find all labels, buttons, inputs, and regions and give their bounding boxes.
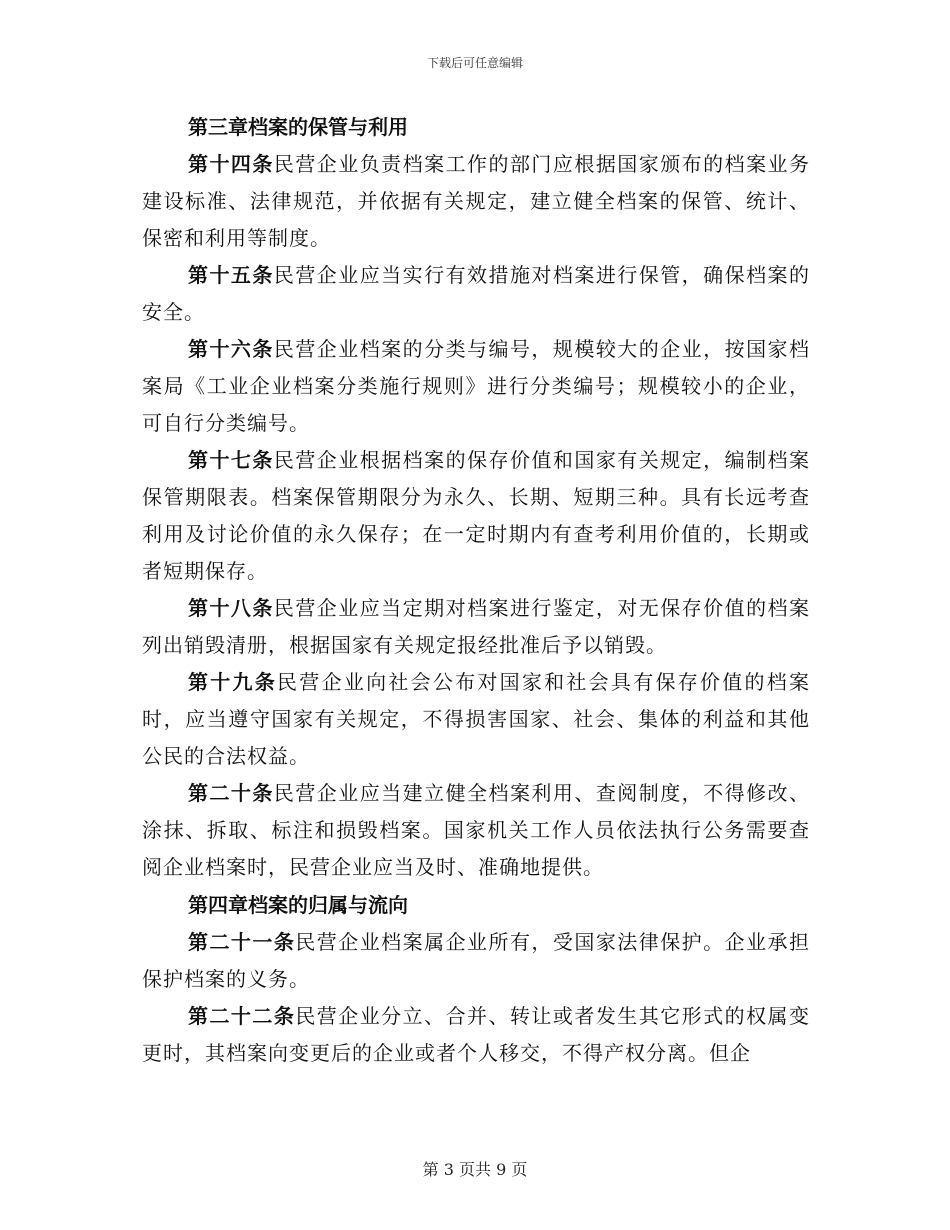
- article-19: [142, 664, 810, 775]
- chapter-heading: 第四章档案的归属与流向: [188, 893, 408, 917]
- document-body: [142, 108, 810, 1072]
- article-20: [142, 775, 810, 886]
- article-label: 第十七条: [188, 448, 274, 472]
- article-label: 第二十一条: [188, 930, 296, 954]
- chapter-heading: 第三章档案的保管与利用: [188, 115, 408, 139]
- article-label: 第二十条: [188, 781, 274, 805]
- article-label: 第十六条: [188, 337, 274, 361]
- article-14: [142, 146, 810, 257]
- article-label: 第十八条: [188, 596, 274, 620]
- article-18: [142, 590, 810, 664]
- article-label: 第十四条: [188, 152, 274, 176]
- article-body: 民营企业根据档案的保存价值和国家有关规定，编制档案保管期限表。档案保管期限分为永久、长期、短期三种。具有长远考查利用及讨论价值的永久保存；在一定时期内有查考利用价值的，长期或者短期保存。: [142, 448, 811, 583]
- article-15: [142, 257, 810, 331]
- article-label: 第十九条: [188, 670, 278, 694]
- article-body: 民营企业应当建立健全档案利用、查阅制度，不得修改、涂抹、拆取、标注和损毁档案。国家机关工作人员依法执行公务需要查阅企业档案时，民营企业应当及时、准确地提供。: [142, 781, 811, 879]
- article-label: 第十五条: [188, 263, 274, 287]
- article-21: [142, 924, 810, 998]
- article-body: 民营企业应当实行有效措施对档案进行保管，确保档案的安全。: [142, 263, 811, 324]
- article-16: [142, 331, 810, 442]
- page-footer: 第 3 页共 9 页: [422, 1160, 528, 1179]
- article-body: 民营企业向社会公布对国家和社会具有保存价值的档案时，应当遵守国家有关规定，不得损害国家、社会、集体的利益和其他公民的合法权益。: [142, 670, 811, 768]
- page-header: 下载后可任意编辑: [426, 56, 523, 70]
- article-body: 民营企业档案属企业所有，受国家法律保护。企业承担保护档案的义务。: [142, 930, 811, 991]
- article-22: [142, 998, 810, 1072]
- article-body: 民营企业负责档案工作的部门应根据国家颁布的档案业务建设标准、法律规范，并依据有关规定，建立健全档案的保管、统计、保密和利用等制度。: [142, 152, 811, 250]
- article-body: 民营企业分立、合并、转让或者发生其它形式的权属变更时，其档案向变更后的企业或者个人移交，不得产权分离。但企: [142, 1004, 811, 1065]
- article-body: 民营企业应当定期对档案进行鉴定，对无保存价值的档案列出销毁清册，根据国家有关规定报经批准后予以销毁。: [142, 596, 811, 657]
- article-17: [142, 442, 810, 590]
- article-label: 第二十二条: [188, 1004, 296, 1028]
- article-body: 民营企业档案的分类与编号，规模较大的企业，按国家档案局《工业企业档案分类施行规则》进行分类编号；规模较小的企业，可自行分类编号。: [142, 337, 811, 435]
